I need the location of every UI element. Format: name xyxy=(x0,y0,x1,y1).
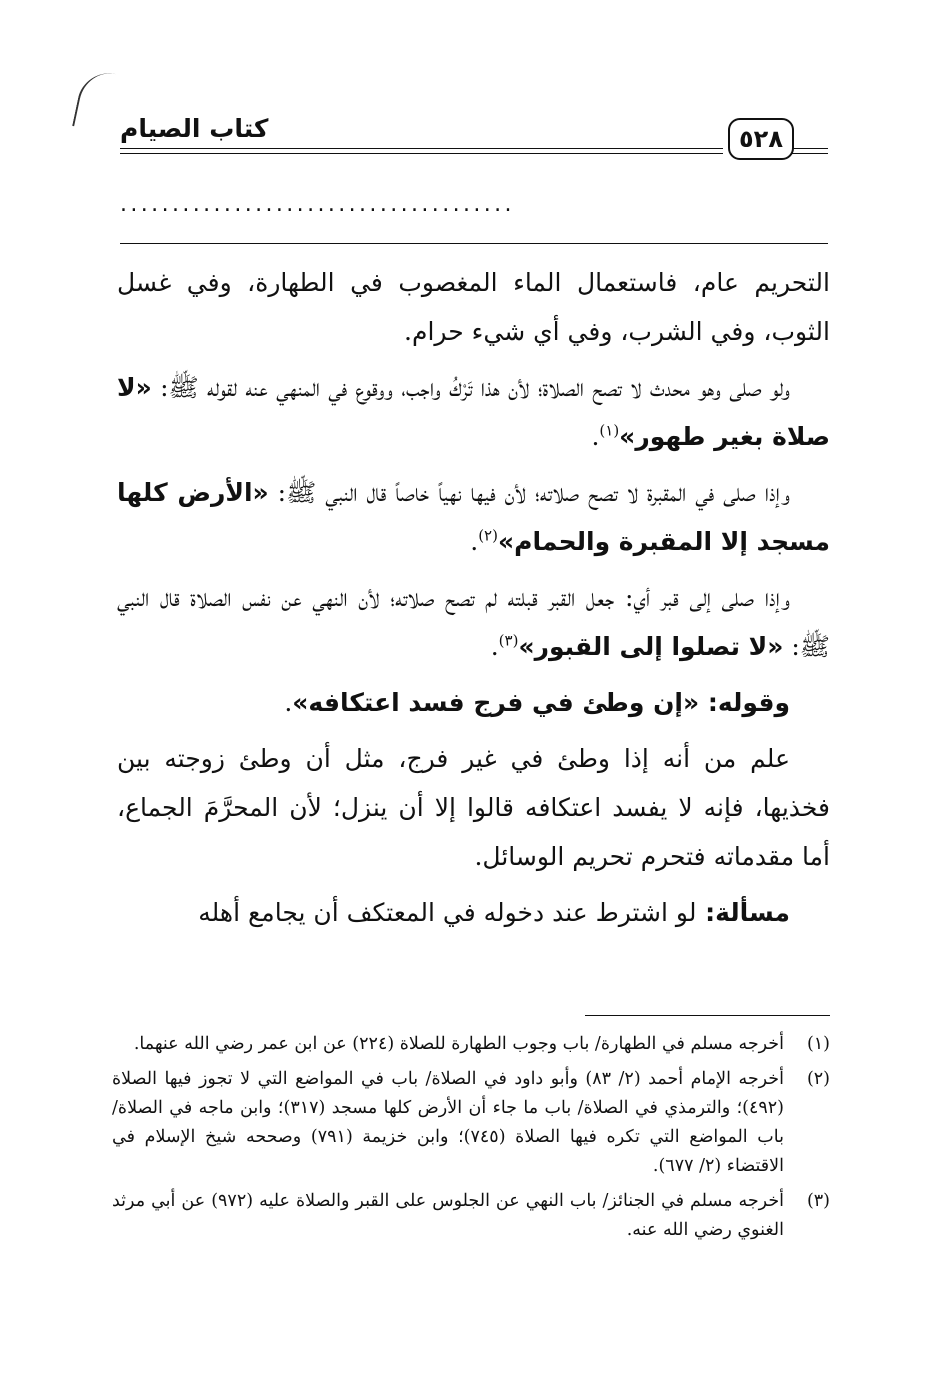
hadith-quote: «الأرض كلها مسجد إلا المقبرة والحمام» xyxy=(117,478,830,556)
paragraph: وإذا صلى إلى قبر أي: جعل القبر قبلته لم تصح صلاته؛ لأن النهي عن نفس الصلاة قال النبي ﷺ: «لا تصلوا إلى القبور»$^{(٣)}$. xyxy=(117,583,830,661)
matn-quote: «إن وطئ في فرج فسد اعتكافه» xyxy=(292,688,700,717)
header-rule xyxy=(120,153,723,154)
paragraph: وقوله: «إن وطئ في فرج فسد اعتكافه». xyxy=(284,688,790,717)
footnotes xyxy=(112,1030,830,1251)
page-corner-mark xyxy=(72,67,116,132)
paragraph: ولو صلى وهو محدث لا تصح الصلاة؛ لأن هذا تَرْكُ واجب، ووقوع في المنهي عنه لقوله ﷺ: «لا صلاة بغير طهور»$^{(١)}$. xyxy=(117,373,830,451)
header-rule xyxy=(120,148,723,149)
dotted-separator: ...................................... xyxy=(120,194,515,216)
page-header xyxy=(120,112,828,164)
quoted-heading-lead: وقوله: xyxy=(699,688,790,717)
footnote-text: أخرجه مسلم في الطهارة/ باب وجوب الطهارة للصلاة (٢٢٤) عن ابن عمر رضي الله عنهما. xyxy=(133,1034,784,1054)
paragraph: التحريم عام، فاستعمال الماء المغصوب في الطهارة، وفي غسل الثوب، وفي الشرب، وفي أي شيء حرام. xyxy=(117,268,830,346)
footnote-text: أخرجه مسلم في الجنائز/ باب النهي عن الجلوس على القبر والصلاة عليه (٩٧٢) عن أبي مرثد الغنوي رضي الله عنه. xyxy=(112,1191,784,1240)
footnote-number: (٣) xyxy=(806,1191,830,1211)
issue-label: مسألة: xyxy=(696,898,790,927)
footnote-text: أخرجه الإمام أحمد (٢/ ٨٣) وأبو داود في الصلاة/ باب في المواضع التي لا تجوز فيها الصلاة (٤٩٢)؛ والترمذي في الصلاة/ باب ما جاء أن الأرض كلها مسجد (٣١٧)؛ وابن ماجه في الصلاة/ باب المواضع التي تكره فيها الصلاة (٧٤٥)؛ وابن خزيمة (٧٩١) وصححه شيخ الإسلام في الاقتضاء (٢/ ٦٧٧). xyxy=(112,1069,784,1176)
header-rule xyxy=(792,148,828,149)
footnote xyxy=(112,1030,830,1059)
paragraph: علم من أنه إذا وطئ في غير فرج، مثل أن وطئ زوجته بين فخذيها، فإنه لا يفسد اعتكافه قالوا إلا أن ينزل؛ لأن المحرَّمَ الجماع، أما مقدماته فتحرم تحريم الوسائل. xyxy=(117,744,830,871)
footnote-ref: (٣) xyxy=(498,631,519,650)
footnote-number: (٢) xyxy=(806,1069,830,1089)
footnote xyxy=(112,1187,830,1245)
main-text xyxy=(117,258,830,944)
hadith-quote: «لا صلاة بغير طهور» xyxy=(117,373,830,451)
text-top-rule xyxy=(120,243,828,244)
hadith-quote: «لا تصلوا إلى القبور» xyxy=(518,632,784,661)
footnote-ref: (١) xyxy=(599,421,620,440)
book-title: كتاب الصيام xyxy=(120,114,274,143)
page-number: ٥٢٨ xyxy=(728,118,794,160)
paragraph: مسألة: لو اشترط عند دخوله في المعتكف أن يجامع أهله xyxy=(198,898,790,927)
footnote-number: (١) xyxy=(806,1034,830,1054)
header-rule xyxy=(792,153,828,154)
footnote xyxy=(112,1065,830,1181)
footnote-separator xyxy=(585,1015,830,1016)
footnote-ref: (٢) xyxy=(478,526,498,545)
paragraph: وإذا صلى في المقبرة لا تصح صلاته؛ لأن فيها نهياً خاصاً قال النبي ﷺ: «الأرض كلها مسجد إلا المقبرة والحمام»$^{(٢)}$. xyxy=(117,478,830,556)
